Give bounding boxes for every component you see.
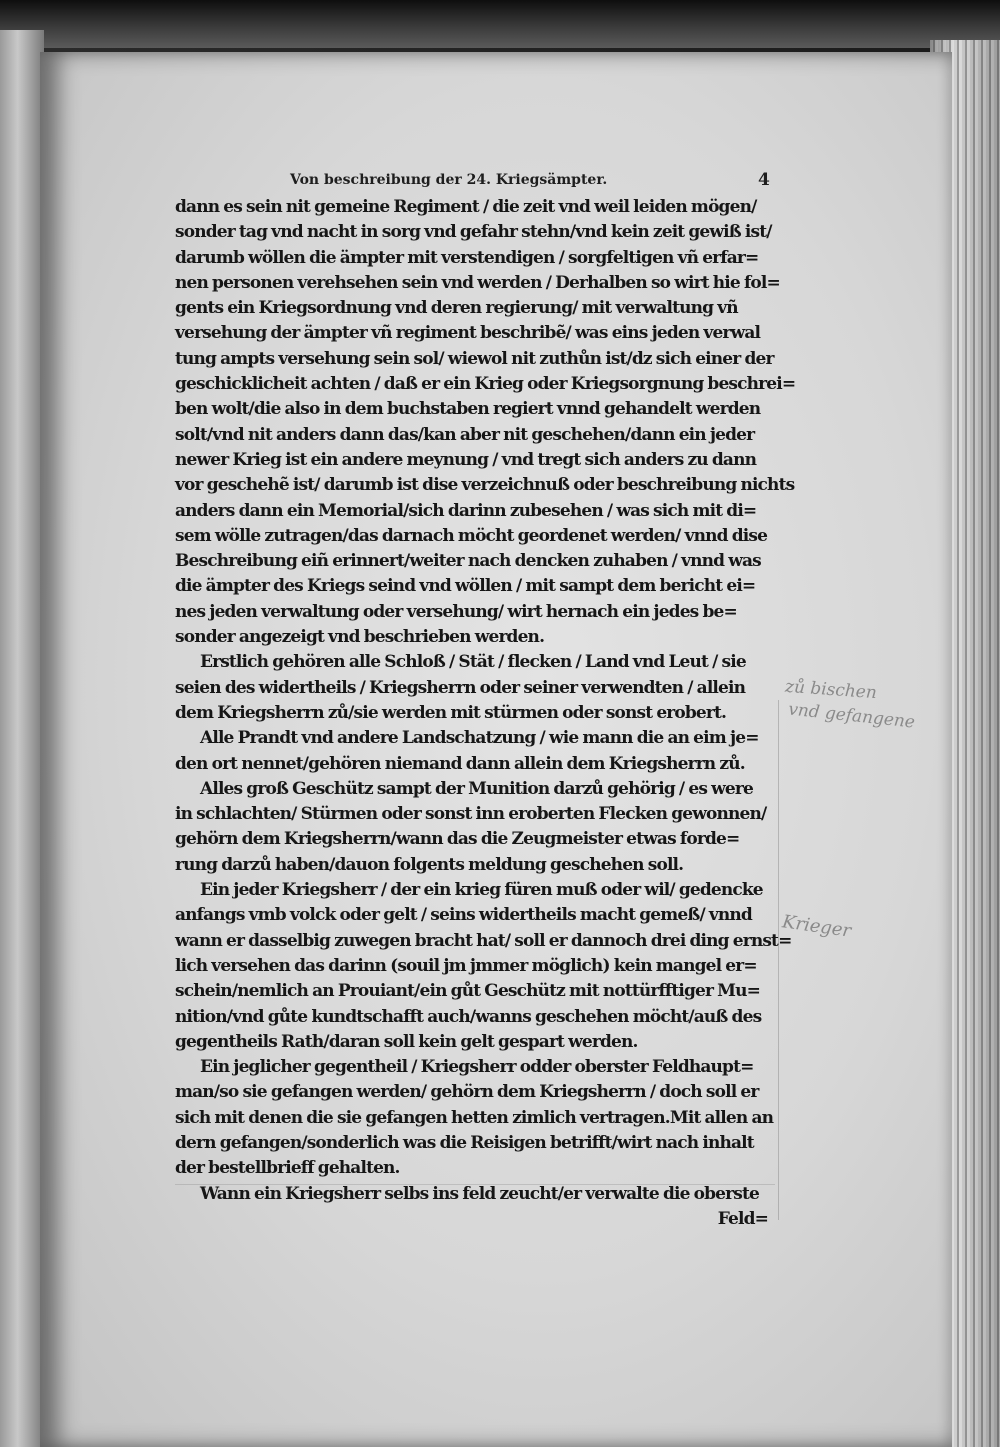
margin-note: Krieger [780,911,853,942]
pencil-bracket-mark [772,700,779,1220]
text-line: rung darzů haben/dauon folgents meldung geschehen soll. [175,854,684,875]
catchword: Feld= [717,1208,768,1229]
margin-note: zů bischen [784,676,878,704]
paragraph-start-line: Erstlich gehören alle Schloß / Stät / flecken / Land vnd Leut / sie [200,652,746,673]
text-line: der bestellbrieff gehalten. [175,1158,400,1179]
text-line: darumb wöllen die ämpter mit verstendigen / sorgfeltigen vñ erfar= [175,247,759,268]
binding-edge [0,0,1000,48]
paragraph-start-line: Wann ein Kriegsherr selbs ins feld zeucht/er verwalte die oberste [200,1183,759,1204]
paragraph-start-line: Ein jeder Kriegsherr / der ein krieg füren muß oder wil/ gedencke [200,880,763,901]
text-line: sem wölle zutragen/das darnach möcht geordenet werden/ vnnd dise [175,525,768,546]
text-line: nition/vnd gůte kundtschafft auch/wanns geschehen möcht/auß des [175,1006,762,1027]
text-line: den ort nennet/gehören niemand dann allein dem Kriegsherrn zů. [175,753,745,774]
pencil-underline-mark [175,1182,775,1185]
text-line: gehörn dem Kriegsherrn/wann das die Zeugmeister etwas forde= [175,829,740,850]
text-line: geschicklicheit achten / daß er ein Krieg oder Kriegsorgnung beschrei= [175,374,796,395]
text-line: tung ampts versehung sein sol/ wiewol nit zuthůn ist/dz sich einer der [175,348,774,369]
running-head: Von beschreibung der 24. Kriegsämpter. [290,172,608,188]
paragraph-start-line: Alles groß Geschütz sampt der Munition darzů gehörig / es were [200,778,753,799]
margin-note: vnd gefangene [787,699,916,733]
paragraph-start-line: Ein jeglicher gegentheil / Kriegsherr odder oberster Feldhaupt= [200,1057,754,1078]
facing-page-edge [0,30,44,1447]
text-line: vor geschehẽ ist/ darumb ist dise verzeichnuß oder beschreibung nichts [175,475,795,496]
text-line: sonder tag vnd nacht in sorg vnd gefahr stehn/vnd kein zeit gewiß ist/ [175,222,772,243]
text-line: man/so sie gefangen werden/ gehörn dem Kriegsherrn / doch soll er [175,1082,759,1103]
text-line: sich mit denen die sie gefangen hetten zimlich vertragen.Mit allen an [175,1107,774,1128]
text-line: ben wolt/die also in dem buchstaben regiert vnnd gehandelt werden [175,399,761,420]
text-line: in schlachten/ Stürmen oder sonst inn eroberten Flecken gewonnen/ [175,804,767,825]
paragraph-start-line: Alle Prandt vnd andere Landschatzung / wie mann die an eim je= [200,728,759,749]
text-line: anders dann ein Memorial/sich darinn zubesehen / was sich mit di= [175,500,757,521]
text-line: wann er dasselbig zuwegen bracht hat/ soll er dannoch drei ding ernst= [175,930,792,951]
text-line: gents ein Kriegsordnung vnd deren regierung/ mit verwaltung vñ [175,298,738,319]
text-line: schein/nemlich an Prouiant/ein gůt Geschütz mit nottürfftiger Mu= [175,981,761,1002]
text-line: nen personen verehsehen sein vnd werden / Derhalben so wirt hie fol= [175,272,780,293]
text-line: versehung der ämpter vñ regiment beschribẽ/ was eins jeden verwal [175,323,761,344]
text-line: sonder angezeigt vnd beschrieben werden. [175,627,545,648]
text-line: gegentheils Rath/daran soll kein gelt gespart werden. [175,1031,638,1052]
text-line: newer Krieg ist ein andere meynung / vnd tregt sich anders zu dann [175,449,757,470]
text-line: Beschreibung eiñ erinnert/weiter nach dencken zuhaben / vnnd was [175,551,761,572]
text-line: nes jeden verwaltung oder versehung/ wirt hernach ein jedes be= [175,601,737,622]
text-line: lich versehen das darinn (souil jm jmmer möglich) kein mangel er= [175,955,757,976]
text-line: anfangs vmb volck oder gelt / seins widertheils macht gemeß/ vnnd [175,905,752,926]
text-line: dem Kriegsherrn zů/sie werden mit stürmen oder sonst erobert. [175,702,727,723]
body-text [175,195,796,1245]
text-line: solt/vnd nit anders dann das/kan aber nit geschehen/dann ein jeder [175,424,755,445]
folio-number: 4 [758,170,770,190]
text-line: seien des widertheils / Kriegsherrn oder seiner verwendten / allein [175,677,746,698]
text-line: dern gefangen/sonderlich was die Reisigen betrifft/wirt nach inhalt [175,1132,754,1153]
text-line: dann es sein nit gemeine Regiment / die zeit vnd weil leiden mögen/ [175,197,757,217]
text-line: die ämpter des Kriegs seind vnd wöllen / mit sampt dem bericht ei= [175,576,756,597]
